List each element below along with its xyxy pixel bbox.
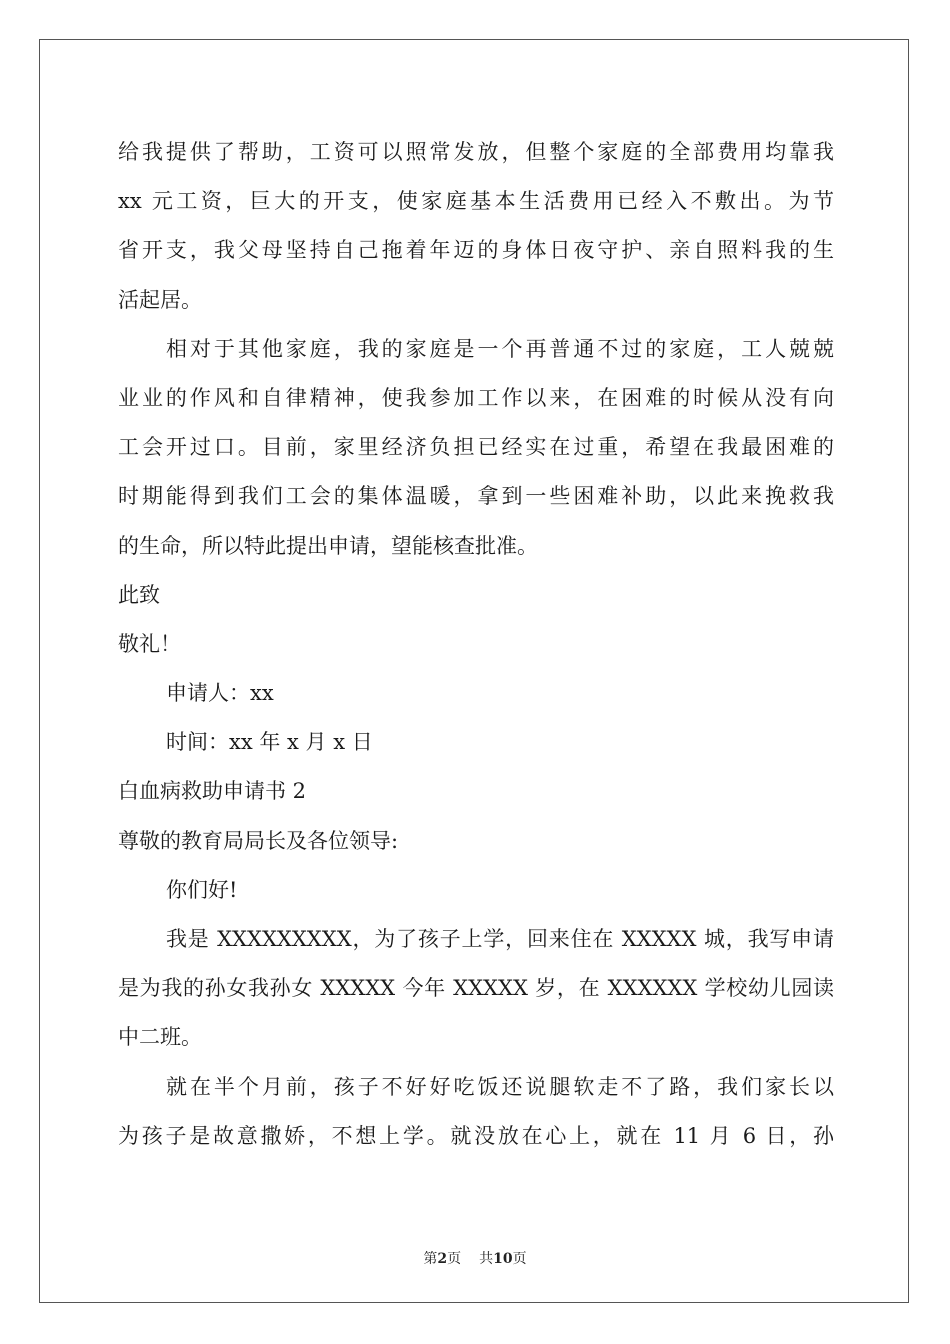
body-line: 我是 XXXXXXXXX，为了孩子上学，回来住在 XXXXX 城，我写申请 <box>166 927 834 951</box>
body-line: 活起居。 <box>118 287 202 312</box>
body-line: 业业的作风和自律精神，使我参加工作以来，在困难的时候从没有向 <box>118 385 834 410</box>
body-line: 是为我的孙女我孙女 XXXXX 今年 XXXXX 岁，在 XXXXXX 学校幼儿园读 <box>118 976 834 1001</box>
body-line: 相对于其他家庭，我的家庭是一个再普通不过的家庭，工人兢兢 <box>166 336 834 361</box>
body-line: 给我提供了帮助，工资可以照常发放，但整个家庭的全部费用均靠我 <box>118 140 834 164</box>
letter-addressee: 尊敬的教育局局长及各位领导: <box>118 828 399 853</box>
body-line: xx 元工资，巨大的开支，使家庭基本生活费用已经入不敷出。为节 <box>118 189 834 214</box>
body-line: 的生命，所以特此提出申请，望能核查批准。 <box>118 533 538 558</box>
total-prefix: 共 <box>479 1251 494 1267</box>
total-page-count: 10 <box>493 1251 513 1267</box>
application-date: 时间：xx 年 x 月 x 日 <box>166 730 373 755</box>
letter-greeting: 你们好! <box>166 877 238 902</box>
body-line: 省开支，我父母坚持自己拖着年迈的身体日夜守护、亲自照料我的生 <box>118 238 834 263</box>
body-line: 时期能得到我们工会的集体温暖，拿到一些困难补助，以此来挽救我 <box>118 484 834 509</box>
section-title: 白血病救助申请书 2 <box>118 779 307 804</box>
document-body <box>118 128 834 1161</box>
current-page-number: 2 <box>437 1251 448 1267</box>
body-line: 就在半个月前，孩子不好好吃饭还说腿软走不了路，我们家长以 <box>166 1074 834 1099</box>
applicant-signature: 申请人：xx <box>166 681 274 706</box>
body-line: 中二班。 <box>118 1025 202 1050</box>
body-line: 为孩子是故意撒娇，不想上学。就没放在心上，就在 11 月 6 日，孙 <box>118 1123 834 1148</box>
total-suffix: 页 <box>512 1251 527 1267</box>
closing-salutation: 此致 <box>118 582 160 607</box>
body-line: 工会开过口。目前，家里经济负担已经实在过重，希望在我最困难的 <box>118 435 834 460</box>
page-footer <box>0 1248 950 1268</box>
page-prefix: 第 <box>423 1251 438 1267</box>
closing-regards: 敬礼！ <box>118 631 181 656</box>
page-suffix: 页 <box>447 1251 462 1267</box>
